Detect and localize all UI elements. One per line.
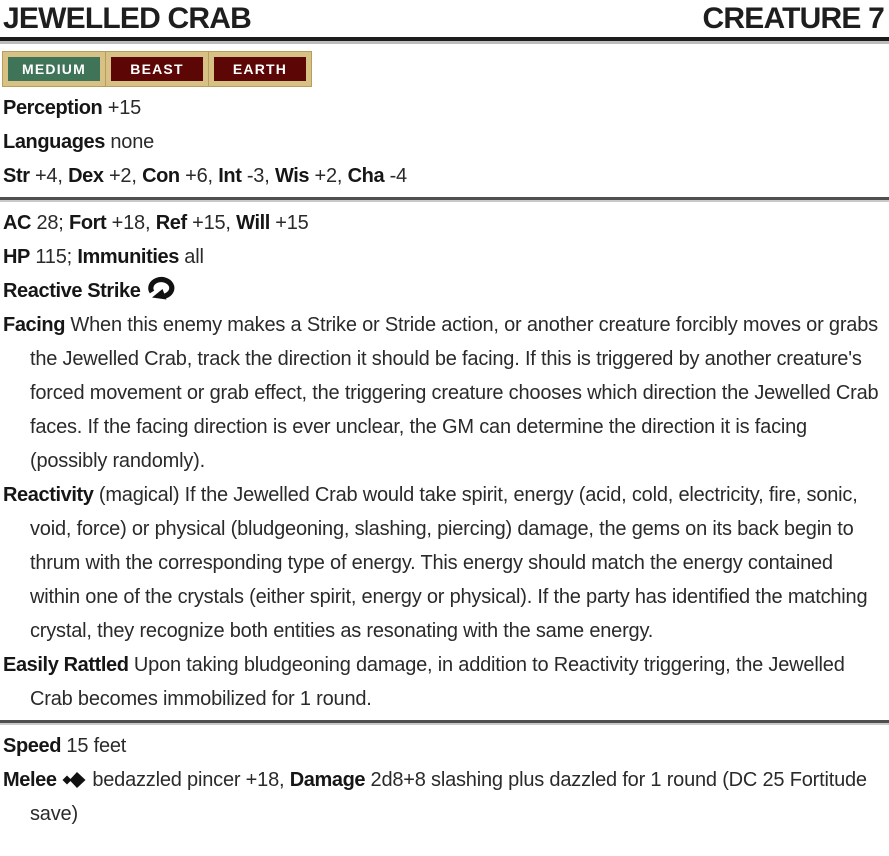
reactivity-text: If the Jewelled Crab would take spirit, energy (acid, cold, electricity, fire, sonic, void, force) or physical (bludgeoning, slashing, piercing) damage, the gems on its back begin to thrum with the corresponding type of energy. This energy should match the energy contained within one of the crystals (either spirit, energy or physical). If the party has identified the matching crystal, they recognize both entities as resonating with the same energy. — [30, 484, 868, 642]
languages-label: Languages — [3, 131, 105, 153]
reactivity-trait-tag: (magical) — [98, 484, 180, 506]
ability-scores-line — [3, 159, 884, 193]
hp-line — [3, 240, 884, 274]
ability-reactivity — [3, 478, 884, 648]
easily-rattled-name: Easily Rattled — [3, 654, 129, 676]
section-divider-offense — [0, 720, 889, 725]
con-value: +6, — [185, 165, 213, 187]
cha-label: Cha — [347, 165, 385, 187]
fort-value: +18, — [111, 212, 151, 234]
con-label: Con — [142, 165, 180, 187]
melee-damage: 2d8+8 slashing plus dazzled for 1 round (DC 25 Fortitude save) — [30, 769, 867, 825]
creature-level: CREATURE 7 — [702, 2, 884, 35]
int-label: Int — [218, 165, 242, 187]
str-value: +4, — [34, 165, 63, 187]
str-label: Str — [3, 165, 30, 187]
reactivity-name: Reactivity — [3, 484, 94, 506]
ability-easily-rattled — [3, 648, 884, 716]
ref-value: +15, — [192, 212, 231, 234]
statblock-header — [3, 0, 884, 36]
melee-damage-label: Damage — [289, 769, 366, 791]
trait-badge-medium: MEDIUM — [3, 52, 105, 86]
immunities-label: Immunities — [77, 246, 179, 268]
languages-line — [3, 125, 884, 159]
ref-label: Ref — [155, 212, 187, 234]
wis-value: +2, — [314, 165, 343, 187]
dex-label: Dex — [68, 165, 104, 187]
melee-label: Melee — [3, 769, 57, 791]
will-value: +15 — [275, 212, 309, 234]
trait-badge-beast: BEAST — [106, 52, 208, 86]
section-divider-defense — [0, 197, 889, 202]
hp-value: 115; — [35, 246, 72, 268]
ac-value: 28; — [36, 212, 64, 234]
cha-value: -4 — [389, 165, 407, 187]
hp-label: HP — [3, 246, 30, 268]
reactive-strike-line — [3, 274, 884, 308]
melee-line — [3, 763, 884, 831]
speed-value: 15 feet — [66, 735, 127, 757]
int-value: -3, — [246, 165, 270, 187]
creature-name: JEWELLED CRAB — [3, 2, 251, 35]
languages-value: none — [110, 131, 155, 153]
fort-label: Fort — [69, 212, 107, 234]
dex-value: +2, — [108, 165, 137, 187]
ability-facing — [3, 308, 884, 478]
will-label: Will — [236, 212, 270, 234]
immunities-value: all — [184, 246, 204, 268]
title-divider — [0, 37, 889, 44]
ac-saves-line — [3, 206, 884, 240]
perception-line — [3, 91, 884, 125]
facing-text: When this enemy makes a Strike or Stride action, or another creature forcibly moves or grabs the Jewelled Crab, track the direction it should be facing. If this is triggered by another creature's forced movement or grab effect, the triggering creature chooses which direction the Jewelled Crab faces. If the facing direction is ever unclear, the GM can determine the direction it is facing (possibly randomly). — [30, 314, 879, 472]
trait-badge-earth: EARTH — [209, 52, 311, 86]
perception-value: +15 — [107, 97, 142, 119]
reactive-strike-label: Reactive Strike — [3, 280, 141, 302]
melee-attack: bedazzled pincer +18, — [92, 769, 285, 791]
one-action-icon — [62, 770, 87, 790]
wis-label: Wis — [274, 165, 310, 187]
facing-name: Facing — [3, 314, 66, 336]
ac-label: AC — [3, 212, 32, 234]
speed-line — [3, 729, 884, 763]
trait-list — [3, 52, 884, 86]
speed-label: Speed — [3, 735, 62, 757]
easily-rattled-text: Upon taking bludgeoning damage, in addition to Reactivity triggering, the Jewelled Crab becomes immobilized for 1 round. — [30, 654, 845, 710]
perception-label: Perception — [3, 97, 103, 119]
reaction-icon — [146, 276, 177, 301]
